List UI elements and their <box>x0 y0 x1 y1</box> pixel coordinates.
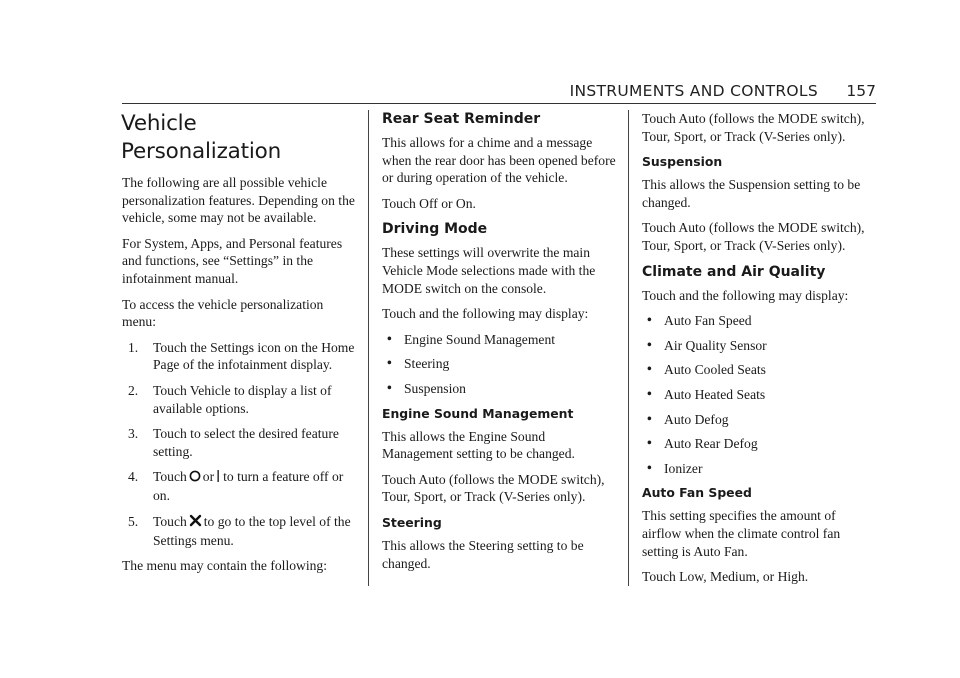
page-number: 157 <box>846 82 876 100</box>
list-item: • Auto Heated Seats <box>647 385 766 402</box>
intro-paragraph: The following are all possible vehicle personalization features. Depending on the vehicle, some may not be available. <box>122 175 355 226</box>
driving-mode-paragraph: These settings will overwrite the main Vehicle Mode selections made with the MODE switch on the console. <box>382 245 596 296</box>
esm-paragraph: This allows the Engine Sound Management setting to be changed. <box>382 428 575 462</box>
page-header <box>122 82 876 102</box>
fan-speed-paragraph: This setting specifies the amount of airflow when the climate control fan setting is Auto Fan. <box>642 508 841 559</box>
column-divider-2 <box>628 110 629 586</box>
climate-list <box>642 312 876 477</box>
list-item: • Auto Rear Defog <box>647 435 758 452</box>
fan-speed-options: Touch Low, Medium, or High. <box>642 569 809 585</box>
section-title: INSTRUMENTS AND CONTROLS <box>569 82 818 100</box>
list-item: • Suspension <box>387 379 466 396</box>
access-menu-text: To access the vehicle personalization menu: <box>122 296 324 330</box>
steering-paragraph: This allows the Steering setting to be changed. <box>382 537 584 571</box>
driving-mode-list <box>382 331 617 398</box>
list-item: • Ionizer <box>647 459 703 476</box>
column-1 <box>122 110 356 583</box>
list-item: 3. Touch to select the desired feature setting. <box>128 426 339 459</box>
driving-mode-intro: Touch and the following may display: <box>382 306 589 322</box>
list-item: • Auto Defog <box>647 410 729 427</box>
heading-auto-fan-speed: Auto Fan Speed <box>642 485 752 501</box>
heading-rear-seat-reminder: Rear Seat Reminder <box>382 111 541 127</box>
column-divider-1 <box>368 110 369 586</box>
x-icon <box>189 514 202 532</box>
suspension-paragraph: This allows the Suspension setting to be changed. <box>642 177 861 210</box>
climate-intro: Touch and the following may display: <box>642 287 849 303</box>
heading-suspension: Suspension <box>642 154 723 170</box>
list-item: • Engine Sound Management <box>387 330 556 347</box>
list-item: • Auto Cooled Seats <box>647 361 766 378</box>
heading-driving-mode: Driving Mode <box>382 221 488 238</box>
vertical-bar-icon <box>216 469 221 488</box>
steering-options: Touch Auto (follows the MODE switch), Tour, Sport, or Track (V-Series only). <box>642 111 865 144</box>
list-item: • Auto Fan Speed <box>647 312 752 329</box>
suspension-options: Touch Auto (follows the MODE switch), Tour, Sport, or Track (V-Series only). <box>642 220 865 253</box>
steps-list <box>122 339 356 550</box>
settings-reference: For System, Apps, and Personal features and functions, see “Settings” in the infotainment manual. <box>122 235 343 286</box>
column-3 <box>642 110 876 594</box>
circle-icon <box>189 469 201 488</box>
heading-steering: Steering <box>382 514 442 530</box>
list-item: 4. Touch or to turn a feature off or on. <box>128 469 344 504</box>
list-item: 1. Touch the Settings icon on the Home Page of the infotainment display. <box>128 339 355 373</box>
header-rule <box>122 103 876 104</box>
heading-engine-sound-management: Engine Sound Management <box>382 405 574 421</box>
list-item: 2. Touch Vehicle to display a list of available options. <box>128 382 332 416</box>
esm-options: Touch Auto (follows the MODE switch), Tour, Sport, or Track (V-Series only). <box>382 471 605 505</box>
column-2 <box>382 110 617 580</box>
rear-seat-paragraph: This allows for a chime and a message when the rear door has been opened before or during operation of the vehicle. <box>382 135 616 186</box>
list-item: • Steering <box>387 355 450 372</box>
page-title: Vehicle Personalization <box>121 111 282 164</box>
menu-contents-text: The menu may contain the following: <box>122 558 327 574</box>
rear-seat-options: Touch Off or On. <box>382 195 476 211</box>
list-item: • Air Quality Sensor <box>647 336 767 353</box>
heading-climate-air-quality: Climate and Air Quality <box>642 263 826 280</box>
list-item: 5. Touch to go to the top level of the Settings menu. <box>128 514 351 548</box>
